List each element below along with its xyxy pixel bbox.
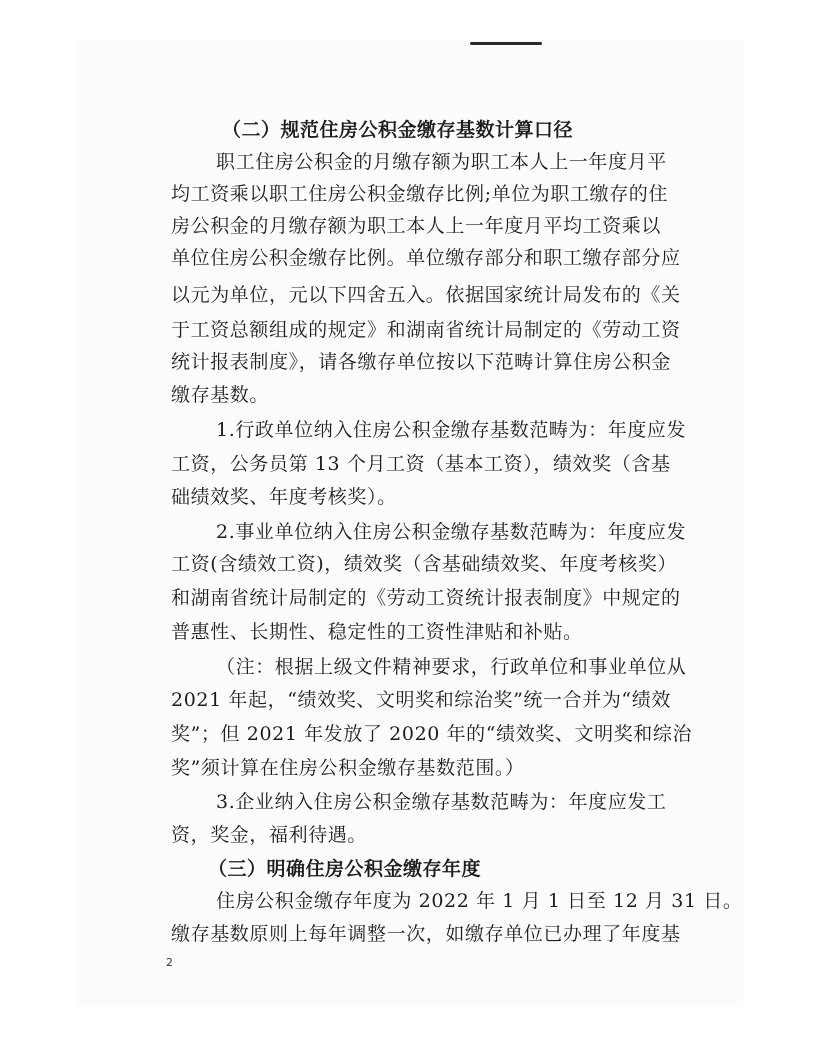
paragraph-line: 缴存基数。 xyxy=(171,384,270,406)
paragraph-line: 职工住房公积金的月缴存额为职工本人上一年度月平 xyxy=(216,151,667,173)
list-item-line: 工资，公务员第 13 个月工资（基本工资），绩效奖（含基 xyxy=(171,453,671,475)
list-item-line: 普惠性、长期性、稳定性的工资性津贴和补贴。 xyxy=(171,621,583,643)
page-number: 2 xyxy=(166,956,173,969)
note-line: 奖”；但 2021 年发放了 2020 年的“绩效奖、文明奖和综治 xyxy=(171,723,693,745)
list-item-line: 资，奖金，福利待遇。 xyxy=(171,824,368,846)
note-line: 奖”须计算在住房公积金缴存基数范围。） xyxy=(171,757,525,779)
list-item-line: 1.行政单位纳入住房公积金缴存基数范畴为：年度应发 xyxy=(216,419,687,441)
scan-edge-mark xyxy=(470,42,542,45)
paragraph-line: 以元为单位，元以下四舍五入。依据国家统计局发布的《关 xyxy=(171,284,681,306)
paragraph-line: 缴存基数原则上每年调整一次，如缴存单位已办理了年度基 xyxy=(171,923,681,945)
list-item-line: 3.企业纳入住房公积金缴存基数范畴为：年度应发工 xyxy=(216,791,667,813)
paragraph-line: 于工资总额组成的规定》和湖南省统计局制定的《劳动工资 xyxy=(171,319,681,341)
note-line: （注：根据上级文件精神要求，行政单位和事业单位从 xyxy=(216,656,687,678)
note-line: 2021 年起，“绩效奖、文明奖和综治奖”统一合并为“绩效 xyxy=(171,689,671,711)
list-item-line: 工资(含绩效工资)，绩效奖（含基础绩效奖、年度考核奖） xyxy=(171,553,678,575)
paragraph-line: 住房公积金缴存年度为 2022 年 1 月 1 日至 12 月 31 日。 xyxy=(216,890,743,912)
paragraph-line: 房公积金的月缴存额为职工本人上一年度月平均工资乘以 xyxy=(171,215,662,237)
section-heading-2: （二）规范住房公积金缴存基数计算口径 xyxy=(222,119,574,141)
list-item-line: 2.事业单位纳入住房公积金缴存基数范畴为：年度应发 xyxy=(216,521,687,543)
paragraph-line: 统计报表制度》，请各缴存单位按以下范畴计算住房公积金 xyxy=(171,351,672,373)
section-heading-3: （三）明确住房公积金缴存年度 xyxy=(208,858,482,880)
paragraph-line: 均工资乘以职工住房公积金缴存比例;单位为职工缴存的住 xyxy=(171,183,669,205)
list-item-line: 础绩效奖、年度考核奖）。 xyxy=(171,486,397,508)
list-item-line: 和湖南省统计局制定的《劳动工资统计报表制度》中规定的 xyxy=(171,587,681,609)
paragraph-line: 单位住房公积金缴存比例。单位缴存部分和职工缴存部分应 xyxy=(171,247,681,269)
